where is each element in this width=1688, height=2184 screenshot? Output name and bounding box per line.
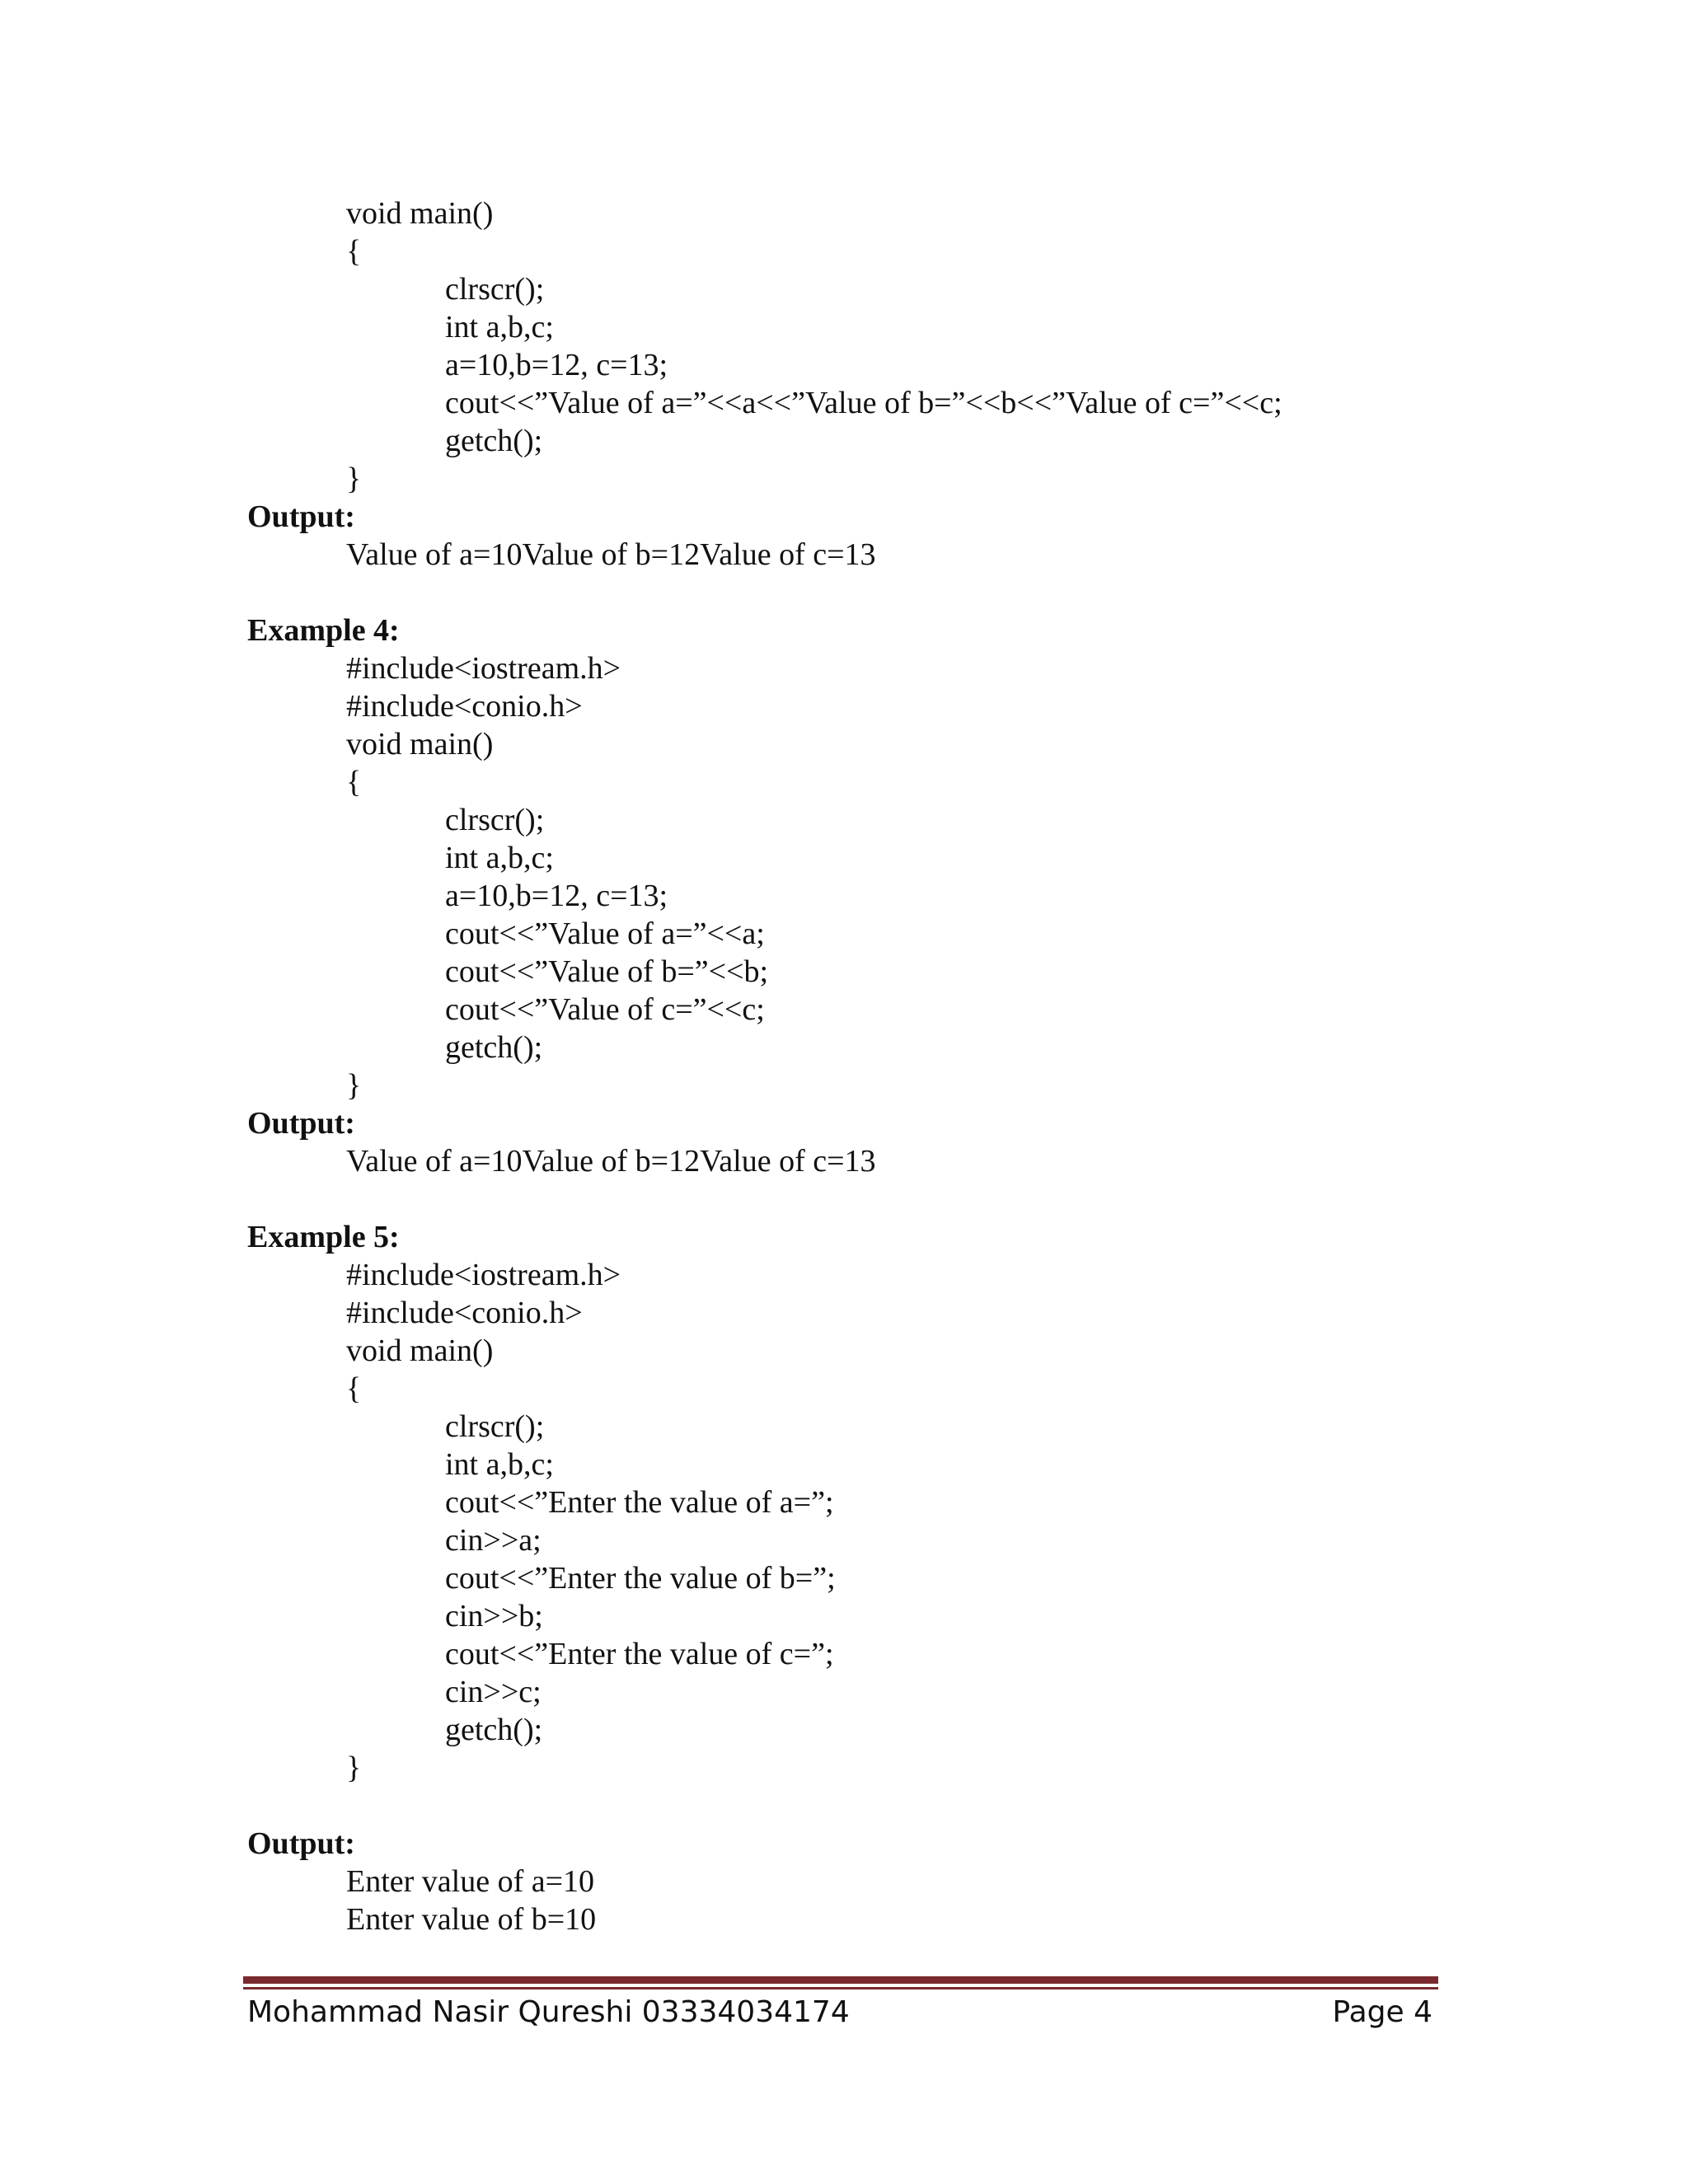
code-line: cout<<”Value of c=”<<c; <box>445 992 765 1027</box>
code-line: } <box>346 1068 362 1103</box>
code-line: cout<<”Value of a=”<<a; <box>445 916 765 951</box>
example-heading: Example 4: <box>247 613 400 648</box>
code-line: void main() <box>346 727 494 762</box>
output-line: Value of a=10Value of b=12Value of c=13 <box>346 537 876 572</box>
output-line: Value of a=10Value of b=12Value of c=13 <box>346 1144 876 1179</box>
code-line: a=10,b=12, c=13; <box>445 348 668 382</box>
output-label: Output: <box>247 1826 355 1861</box>
example-heading: Example 5: <box>247 1220 400 1254</box>
code-line: { <box>346 765 362 799</box>
output-label: Output: <box>247 499 355 534</box>
footer-page-number: Page 4 <box>1332 1995 1432 2029</box>
code-line: cout<<”Enter the value of c=”; <box>445 1637 834 1671</box>
output-line: Enter value of a=10 <box>346 1864 595 1899</box>
code-line: void main() <box>346 196 494 231</box>
code-line: clrscr(); <box>445 1409 545 1444</box>
footer-rule-thick <box>243 1976 1438 1984</box>
code-line: int a,b,c; <box>445 1447 554 1482</box>
code-line: cout<<”Value of b=”<<b; <box>445 954 769 989</box>
code-line: cout<<”Enter the value of b=”; <box>445 1561 836 1596</box>
output-line: Enter value of b=10 <box>346 1902 597 1937</box>
output-label: Output: <box>247 1106 355 1141</box>
code-line: { <box>346 1371 362 1406</box>
code-line: #include<iostream.h> <box>346 1258 621 1292</box>
footer-rule-thin <box>243 1987 1438 1990</box>
code-line: } <box>346 462 362 496</box>
code-line: #include<conio.h> <box>346 1296 583 1330</box>
code-line: void main() <box>346 1333 494 1368</box>
code-line: clrscr(); <box>445 272 545 307</box>
footer-author: Mohammad Nasir Qureshi 03334034174 <box>247 1995 850 2029</box>
code-line: cin>>c; <box>445 1675 542 1709</box>
code-line: #include<conio.h> <box>346 689 583 724</box>
code-line: getch(); <box>445 1713 543 1747</box>
code-line: } <box>346 1750 362 1785</box>
code-line: cout<<”Enter the value of a=”; <box>445 1485 834 1520</box>
code-line: cin>>b; <box>445 1599 543 1633</box>
code-line: { <box>346 234 362 269</box>
code-line: int a,b,c; <box>445 310 554 344</box>
code-line: getch(); <box>445 1030 543 1065</box>
code-line: #include<iostream.h> <box>346 651 621 686</box>
code-line: getch(); <box>445 424 543 458</box>
code-line: a=10,b=12, c=13; <box>445 879 668 913</box>
code-line: clrscr(); <box>445 803 545 837</box>
code-line: cin>>a; <box>445 1523 542 1558</box>
code-line: int a,b,c; <box>445 841 554 875</box>
code-line: cout<<”Value of a=”<<a<<”Value of b=”<<b<<”Value of c=”<<c; <box>445 386 1282 420</box>
